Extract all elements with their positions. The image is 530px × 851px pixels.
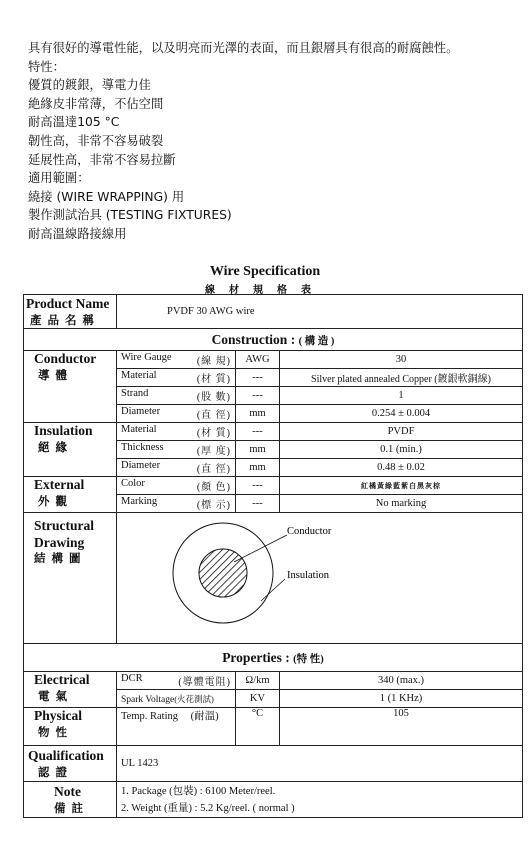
item-zh: (股 數) bbox=[196, 392, 231, 403]
value-cell: 1 bbox=[280, 387, 523, 405]
item-cell bbox=[117, 690, 236, 708]
value-cell: PVDF bbox=[280, 423, 523, 441]
value-cell: 0.1 (min.) bbox=[280, 441, 523, 459]
unit-cell: --- bbox=[236, 423, 280, 441]
item-zh: (導體電阻) bbox=[178, 677, 231, 688]
construction-title: Construction : bbox=[211, 331, 296, 347]
item-name: Strand bbox=[121, 388, 149, 399]
intro-line: 繞接 (WIRE WRAPPING) 用 bbox=[28, 189, 185, 204]
structural-en: Structural bbox=[34, 518, 94, 533]
item-name: DCR bbox=[121, 673, 143, 684]
intro-line: 延展性高，非常不容易拉斷 bbox=[28, 152, 176, 167]
item-zh: (厚 度) bbox=[196, 446, 231, 457]
drawing-box bbox=[117, 513, 522, 643]
item-name: Thickness bbox=[121, 442, 164, 453]
insulation-leader-line bbox=[261, 579, 285, 601]
intro-line: 優質的鍍銀，導電力佳 bbox=[28, 78, 151, 93]
external-label bbox=[24, 477, 117, 513]
product-name-zh: 產品名稱 bbox=[30, 314, 100, 327]
item-name: Marking bbox=[121, 496, 158, 507]
item-zh: (線 規) bbox=[196, 356, 231, 367]
intro-line: 耐高溫線路接線用 bbox=[28, 226, 127, 241]
physical-zh: 物性 bbox=[38, 727, 73, 739]
unit-cell: --- bbox=[236, 387, 280, 405]
qualification-zh: 認證 bbox=[38, 766, 73, 779]
construction-header bbox=[24, 329, 523, 351]
conductor-label bbox=[24, 351, 117, 423]
properties-title: Properties : bbox=[222, 649, 290, 665]
construction-title-zh: ( 構 造 ) bbox=[298, 335, 335, 347]
value-cell: 紅橘黃綠藍紫白黑灰棕 bbox=[280, 477, 523, 495]
property-row bbox=[24, 672, 523, 690]
item-zh: (直 徑) bbox=[196, 410, 231, 421]
construction-header-row bbox=[24, 329, 523, 351]
item-zh: (耐溫) bbox=[190, 711, 219, 722]
properties-header bbox=[24, 644, 523, 672]
note-row bbox=[24, 782, 523, 818]
intro-line: 具有很好的導電性能，以及明亮而光澤的表面，而且銀層具有很高的耐腐蝕性。 bbox=[28, 41, 459, 55]
unit-cell: --- bbox=[236, 477, 280, 495]
item-cell bbox=[117, 405, 236, 423]
item-cell bbox=[117, 495, 236, 513]
item-cell bbox=[117, 441, 236, 459]
spec-row bbox=[24, 351, 523, 369]
cross-section-diagram bbox=[117, 513, 522, 643]
item-cell bbox=[117, 459, 236, 477]
item-cell bbox=[117, 477, 236, 495]
item-name: Spark Voltage bbox=[121, 694, 175, 705]
intro-line: 特性： bbox=[28, 59, 65, 74]
value-cell: Silver plated annealed Copper (鍍銀軟銅線) bbox=[280, 369, 523, 387]
unit-cell: KV bbox=[236, 690, 280, 708]
intro-line: 絶緣皮非常薄，不佔空間 bbox=[28, 96, 164, 111]
insulation-zh: 絕緣 bbox=[38, 442, 73, 454]
item-name: Wire Gauge bbox=[121, 352, 172, 363]
item-name: Temp. Rating bbox=[121, 711, 179, 722]
item-name: Material bbox=[121, 424, 157, 435]
drawing-row bbox=[24, 513, 523, 644]
unit-cell: Ω/km bbox=[236, 672, 280, 690]
product-value: PVDF 30 AWG wire bbox=[117, 295, 523, 329]
conductor-en: Conductor bbox=[34, 351, 97, 366]
note-line: 2. Weight (重量) : 5.2 Kg/reel. ( normal ) bbox=[121, 802, 295, 814]
intro-line: 製作測試治具 (TESTING FIXTURES) bbox=[28, 208, 232, 223]
item-cell bbox=[117, 672, 236, 690]
electrical-zh: 電氣 bbox=[38, 691, 73, 703]
drawing-en: Drawing bbox=[34, 535, 85, 550]
spec-subtitle: 線材規格表 bbox=[205, 285, 325, 296]
item-zh: (材 質) bbox=[196, 428, 231, 439]
note-zh: 備註 bbox=[54, 802, 89, 815]
item-cell bbox=[117, 708, 236, 746]
intro-text bbox=[28, 39, 528, 244]
value-cell: 340 (max.) bbox=[280, 672, 523, 690]
conductor-zh: 導體 bbox=[38, 370, 73, 382]
unit-cell: °C bbox=[236, 708, 280, 746]
value-cell: 0.254 ± 0.004 bbox=[280, 405, 523, 423]
product-name-en: Product Name bbox=[26, 295, 110, 311]
item-zh: (直 徑) bbox=[196, 464, 231, 475]
item-zh: (材 質) bbox=[196, 374, 231, 385]
item-name: Color bbox=[121, 478, 145, 489]
qualification-en: Qualification bbox=[28, 747, 104, 763]
unit-cell: --- bbox=[236, 369, 280, 387]
unit-cell: mm bbox=[236, 459, 280, 477]
properties-header-row bbox=[24, 644, 523, 672]
unit-cell: --- bbox=[236, 495, 280, 513]
item-zh: (標 示) bbox=[196, 500, 231, 511]
property-row bbox=[24, 708, 523, 746]
note-label bbox=[24, 782, 117, 818]
external-zh: 外觀 bbox=[38, 496, 73, 508]
physical-label bbox=[24, 708, 117, 746]
qualification-value: UL 1423 bbox=[117, 746, 523, 782]
conductor-circle bbox=[199, 549, 247, 597]
spec-title: Wire Specification bbox=[209, 264, 321, 279]
item-zh: (顏 色) bbox=[196, 482, 231, 493]
item-cell bbox=[117, 369, 236, 387]
value-cell: 0.48 ± 0.02 bbox=[280, 459, 523, 477]
external-en: External bbox=[34, 477, 85, 492]
intro-line: 耐高溫達105 °C bbox=[28, 115, 120, 130]
qualification-label bbox=[24, 746, 117, 782]
physical-en: Physical bbox=[34, 708, 83, 723]
note-cell bbox=[117, 782, 523, 818]
conductor-label: Conductor bbox=[287, 526, 332, 537]
value-cell: 105 bbox=[280, 708, 523, 746]
spec-table bbox=[23, 294, 523, 818]
item-cell bbox=[117, 387, 236, 405]
product-row bbox=[24, 295, 523, 329]
electrical-label bbox=[24, 672, 117, 708]
conductor-leader-line bbox=[234, 538, 281, 562]
note-en: Note bbox=[54, 783, 81, 799]
value-cell: No marking bbox=[280, 495, 523, 513]
properties-title-zh: (特 性) bbox=[293, 653, 324, 665]
structural-drawing-label bbox=[24, 513, 117, 644]
item-zh: (火花測試) bbox=[174, 693, 214, 704]
spec-row bbox=[24, 423, 523, 441]
drawing-cell bbox=[117, 513, 523, 644]
insulation-label: Insulation bbox=[287, 570, 329, 581]
unit-cell: mm bbox=[236, 441, 280, 459]
item-name: Material bbox=[121, 370, 157, 381]
intro-line: 韌性高，非常不容易破裂 bbox=[28, 133, 164, 148]
item-name: Diameter bbox=[121, 460, 161, 471]
electrical-en: Electrical bbox=[34, 672, 90, 687]
item-name: Diameter bbox=[121, 406, 161, 417]
product-name-label bbox=[24, 295, 117, 329]
item-cell bbox=[117, 423, 236, 441]
unit-cell: mm bbox=[236, 405, 280, 423]
unit-cell: AWG bbox=[236, 351, 280, 369]
intro-line: 適用範圍： bbox=[28, 171, 90, 186]
note-line: 1. Package (包裝) : 6100 Meter/reel. bbox=[121, 785, 276, 797]
insulation-label bbox=[24, 423, 117, 477]
value-cell: 30 bbox=[280, 351, 523, 369]
spec-row bbox=[24, 477, 523, 495]
value-cell: 1 (1 KHz) bbox=[280, 690, 523, 708]
insulation-en: Insulation bbox=[34, 423, 93, 438]
item-cell bbox=[117, 351, 236, 369]
qualification-row bbox=[24, 746, 523, 782]
structural-zh: 結構圖 bbox=[34, 553, 87, 565]
